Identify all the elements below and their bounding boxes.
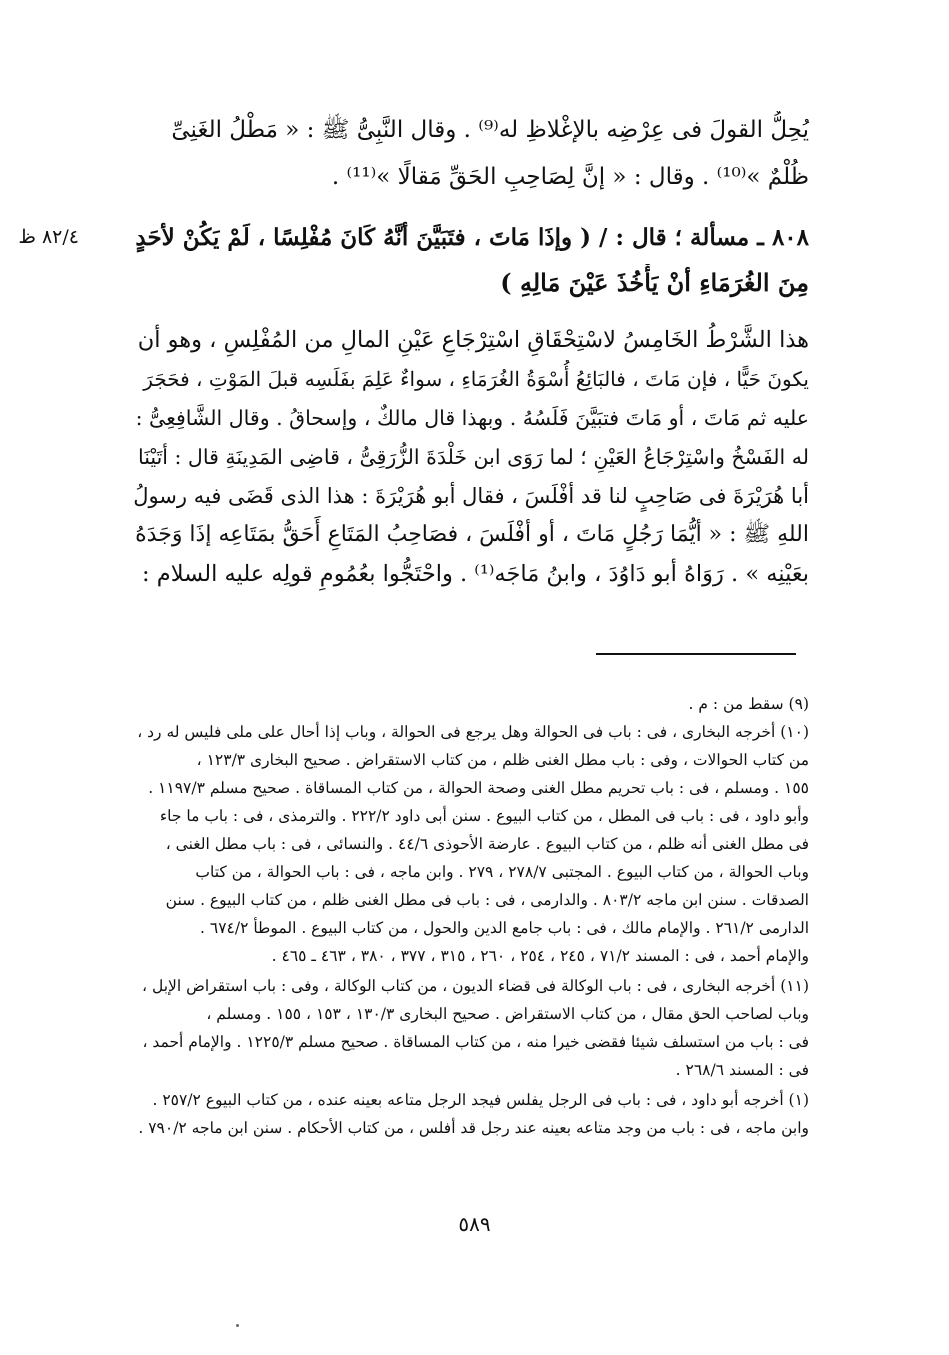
body-line: هذا الشَّرْطُ الخَامِسُ لاسْتِحْقَاقِ اسْتِرْجَاعِ عَيْنِ المالِ من المُفْلِسِ ، وهو أن — [137, 327, 809, 353]
footnote-line: فى مطل الغنى أنه ظلم ، من كتاب البيوع . عارضة الأحوذى ٤٤/٦ . والنسائى ، فى : باب مطل الغنى ، — [165, 835, 809, 853]
margin-folio-reference: ٨٢/٤ ظ — [18, 226, 79, 248]
body-line: اللهِ ﷺ : « أيُّمَا رَجُلٍ مَاتَ ، أو أفْلَسَ ، فصَاحِبُ المَتَاعِ أَحَقُّ بمَتَاعِه إذَا وَجَدَهُ — [135, 522, 809, 547]
footnote-line: ١٥٥ . ومسلم ، فى : باب تحريم مطل الغنى وصحة الحوالة ، من كتاب المساقاة . صحيح مسلم ١١٩٧/٣ . — [148, 779, 809, 797]
body-line: له الفَسْخُ واسْتِرْجَاعُ العَيْنِ ؛ لما رَوَى ابن خَلْدَةَ الزُّرَقِىُّ ، قاضِى المَدِينَةِ قال : أتَيْنَا — [137, 445, 809, 469]
body-line: ظُلْمٌ »⁽¹⁰⁾ . وقال : « إنَّ لِصَاحِبِ الحَقِّ مَقالًا »⁽¹¹⁾ . — [331, 164, 809, 190]
page-number: ٥٨٩ — [458, 1212, 491, 1236]
footnote-line: الصدقات . سنن ابن ماجه ٨٠٣/٢ . والدارمى ، فى : باب فى مطل الغنى ظلم ، من كتاب البيوع . سنن — [165, 891, 809, 909]
footnote-line: الدارمى ٢٦١/٢ . والإمام مالك ، فى : باب جامع الدين والحول ، من كتاب البيوع . الموطأ ٦٧٤/٢ . — [200, 919, 809, 937]
footnote-line: (١١) أخرجه البخارى ، فى : باب الوكالة فى قضاء الديون ، من كتاب الوكالة ، وفى : باب استقراض الإبل ، — [142, 977, 809, 995]
masala-heading-line: مِنَ الغُرَمَاءِ أنْ يَأْخُذَ عَيْنَ مَالِهِ ) — [500, 268, 809, 297]
footnote-line: (١٠) أخرجه البخارى ، فى : باب فى الحوالة وهل يرجع فى الحوالة ، وباب إذا أحال على ملى فليس له رد ، — [137, 723, 809, 741]
footnote-line: فى : باب من استسلف شيئا فقضى خيرا منه ، من كتاب المساقاة . صحيح مسلم ١٢٢٥/٣ . والإمام أحمد ، — [142, 1033, 809, 1051]
scan-speck — [236, 1324, 239, 1327]
footnote-line: (٩) سقط من : م . — [688, 695, 809, 713]
footnote-line: وباب الحوالة ، من كتاب البيوع . المجتبى ٢٧٨/٧ ، ٢٧٩ . وابن ماجه ، فى : باب الحوالة ، من كتاب — [195, 863, 809, 881]
body-line: يُحِلُّ القولَ فى عِرْضِه بالإغْلاظِ له⁽⁹⁾ . وقال النَّبِىُّ ﷺ : « مَطْلُ الغَنِىِّ — [171, 117, 809, 143]
body-line: أبا هُرَيْرَةَ فى صَاحِبٍ لنا قد أفْلَسَ ، فقال أبو هُرَيْرَةَ : هذا الذى قَضَى فيه رسولُ — [133, 484, 809, 508]
footnote-line: من كتاب الحوالات ، وفى : باب مطل الغنى ظلم ، من كتاب الاستقراض . صحيح البخارى ١٢٣/٣ ، — [196, 751, 809, 769]
footnote-line: وباب لصاحب الحق مقال ، من كتاب الاستقراض . صحيح البخارى ١٣٠/٣ ، ١٥٣ ، ١٥٥ . ومسلم ، — [206, 1005, 809, 1023]
body-line: عليه ثم مَاتَ ، أو مَاتَ فتبَيَّنَ فَلَسُهُ . وبهذا قال مالكٌ ، وإسحاقُ . وقال الشَّافِعِىُّ : — [135, 406, 809, 430]
body-line: بعَيْنِه » . رَوَاهُ أبو دَاوُدَ ، وابنُ مَاجَه⁽¹⁾ . واحْتَجُّوا بعُمُومِ قولِه عليه السلام : — [142, 561, 809, 587]
footnote-line: فى : المسند ٢٦٨/٦ . — [675, 1061, 809, 1079]
footnote-line: وأبو داود ، فى : باب فى المطل ، من كتاب البيوع . سنن أبى داود ٢٢٢/٢ . والترمذى ، فى : باب ما جاء — [159, 807, 809, 825]
masala-heading-line: ٨٠٨ ـ مسألة ؛ قال : / ( وإذَا مَاتَ ، فتَبَيَّنَ أنَّهُ كَانَ مُفْلِسًا ، لَمْ يَكُنْ لأحَدٍ — [135, 224, 809, 251]
footnote-separator — [596, 653, 796, 655]
footnote-line: والإمام أحمد ، فى : المسند ٧١/٢ ، ٢٤٥ ، ٢٥٤ ، ٢٦٠ ، ٣١٥ ، ٣٧٧ ، ٣٨٠ ، ٤٦٣ ـ ٤٦٥ . — [271, 947, 809, 965]
footnote-line: (١) أخرجه أبو داود ، فى : باب فى الرجل يفلس فيجد الرجل متاعه بعينه عنده ، من كتاب البيوع ٢٥٧/٢ . — [152, 1091, 809, 1109]
footnote-line: وابن ماجه ، فى : باب من وجد متاعه بعينه عند رجل قد أفلس ، من كتاب الأحكام . سنن ابن ماجه ٧٩٠/٢ . — [138, 1119, 809, 1137]
body-line: يكونَ حَيًّا ، فإن مَاتَ ، فالبَائِعُ أُسْوَةُ الغُرَمَاءِ ، سواءٌ عَلِمَ بفَلَسِه قبلَ المَوْتِ ، فحَجَرَ — [143, 367, 809, 391]
